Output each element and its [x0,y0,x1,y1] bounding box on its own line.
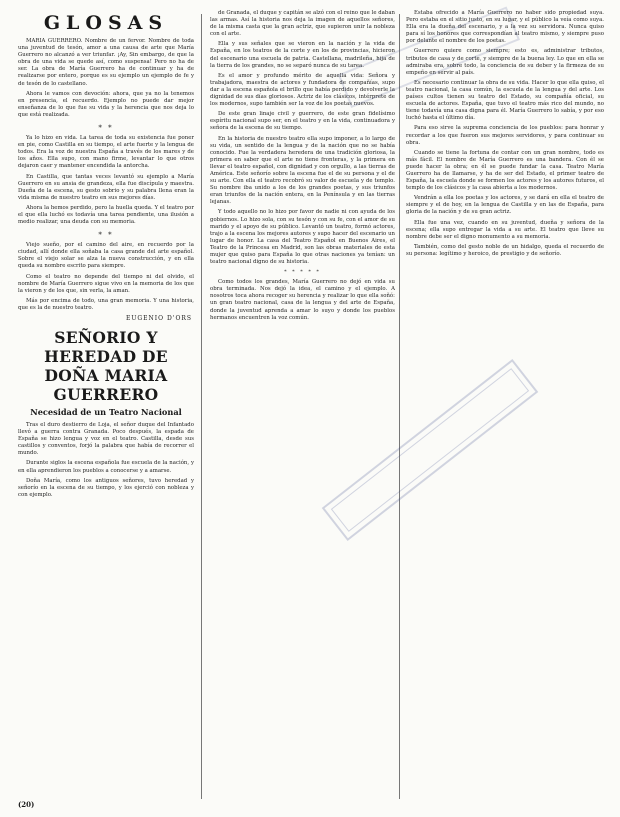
paragraph: Durante siglos la escena española fue escuela de la nación, y en ella aprendieron los pueblos a conocerse y a amarse. [18,460,194,474]
paragraph: Ahora le vamos con devoción: ahora, que ya no la tenemos en presencia, el recuerdo. Ejemplo no puede dar mejor enseñanza de lo que fue su vida y la herencia que nos deja lo que está realizada. [18,90,194,118]
paragraph: Más por encima de todo, una gran memoria. Y una historia, que es la de nuestro teatro. [18,297,194,311]
paragraph: Ella y sus señales que se vieron en la nación y la vida de España, en los teatros de la corte y en los de provincias, hicieron del escenario una escuela de patria. Castellana, madrileña, hija de la tierra de los grandes, no se separó nunca de su tarea. [210,41,395,69]
paragraph: Ya lo hizo en vida. La tarea de toda su existencia fue poner en pie, como Castilla en su tiempo, el arte fuerte y la lengua de todos. Era la voz de nuestra España a través de los mares y de los años. Ella supo, con mano firme, levantar lo que otros dejaron caer y mantener encendida la antorcha. [18,135,194,170]
paragraph: En Castilla, que tantas veces levantó su ejemplo a María Guerrero en su ansia de grandeza, ella fue discípula y maestra. Dueña de la escena, su gesto sobrio y su palabra llena eran la vida misma de nuestro teatro en sus mejores días. [18,173,194,201]
paragraph: Como todos los grandes, María Guerrero no dejó en vida su obra terminada. Nos dejó la idea, el camino y el ejemplo. A nosotros toca ahora recoger su herencia y realizar lo que ella soñó: un gran teatro nacional, casa de la lengua y del arte de España, donde la juventud aprenda a amar lo suyo y donde los pueblos hermanos encuentren la voz común. [210,279,395,321]
article-headline: SEÑORIO Y HEREDAD DE DOÑA MARIA GUERRERO [44,328,168,404]
paragraph: También, como del gesto noble de un hidalgo, queda el recuerdo de su persona: legítimo y heroico, de prestigio y de señorío. [406,243,604,257]
paragraph: Es el amor y profundo mérito de aquella vida: Señora y trabajadora, maestra de actores y fundadora de compañías, supo dar a la escena española el brillo que había perdido y devolverle la dignidad de sus días gloriosos. Actriz de los clásicos, intérprete de los modernos, supo también ser la voz de los poetas nuevos. [210,72,395,108]
paragraph: Tras el duro destierro de Loja, el señor duque del Infantado llevó a guerra contra Granada. Poco después, la espada de España se hizo lengua y voz en el teatro. Castilla, desde sus castillos y conventos, forjó la palabra que había de recorrer el mundo. [18,422,194,457]
paragraph: MARIA GUERRERO. Nombre de un fervor. Nombre de toda una juventud de tesón, amor a una causa de arte que María Guerrero no alcanzó a ver triunfar. ¡Ay, Sin embargo, de que la obra de una vida se quede así, como suspensa! Pero no ha de ser. La obra de María Guerrero ha de continuar y ha de realizarse por entero, porque es su ejemplo un ejemplo de fe y de tesón de lo castellano. [18,38,194,87]
paragraph: Es necesario continuar la obra de su vida. Hacer lo que ella quiso, el teatro nacional, la casa común, la escuela de la lengua y del arte. Los países cultos tienen su teatro del Estado, su compañía oficial, su escuela de actores. España, que tuvo el teatro más rico del mundo, no tiene todavía una casa digna para él. María Guerrero lo sabía, y por eso luchó hasta el último día. [406,79,604,122]
stars-separator: * * [98,124,114,133]
paragraph: Estaba ofrecido a María Guerrero no haber sido propiedad suya. Pero estaba en el sitio justo, en su lugar, y el público la veía como suya. Ella era la dueña del escenario, y a la vez su servidora. Nunca quiso para sí los honores que correspondían al teatro mismo, y siempre puso por delante el nombre de los poetas. [406,10,604,45]
page-number: (20) [18,800,35,809]
paragraph: Como el teatro no depende del tiempo ni del olvido, el nombre de María Guerrero sigue vivo en la memoria de los que la vieron y de los que, sin verla, la aman. [18,273,194,294]
paragraph: de Granada, el duque y capitán se alzó con el reino que le daban las armas. Así la historia nos deja la imagen de aquellos señores, de la misma casta que la gran actriz, que supieron unir la nobleza con el arte. [210,10,395,38]
article-subhead: Necesidad de un Teatro Nacional [30,407,182,417]
paragraph: Guerrero quiere como siempre; esto es, administrar tributos, tributos de casa y de corte, y siempre de la buena ley. Lo que en ella se admiraba era, sobre todo, la conciencia de su deber y la firmeza de su empeño en servir al país. [406,48,604,76]
section-separator: * * * * * [284,269,321,276]
column-2 [210,10,395,325]
column-3 [406,10,604,261]
author-signature: EUGENIO D'ORS [125,315,192,322]
section-title: GLOSAS [43,12,169,34]
paragraph: Viejo sueño, por el camino del aire, en recuerdo por la ciudad, allí donde ella soñaba la casa grande del arte español. Sobre el viejo solar se alza la nueva construcción, y en ella queda su nombre escrito para siempre. [18,242,194,270]
paragraph: Para eso sirve la suprema conciencia de los pueblos: para honrar y recordar a los que fueron sus mejores servidores, y para continuar su obra. [406,125,604,146]
paragraph: Vendrán a ella los poetas y los actores, y se dará en ella el teatro de siempre y el de hoy, en la lengua de Castilla y en las de España, para gloria de la nación y de su gran actriz. [406,195,604,216]
paragraph: De este gran linaje civil y guerrero, de este gran fidelísimo espíritu nacional supo ser, en el teatro y en la vida, continuadora y señora de la escena de su tiempo. [210,111,395,132]
paragraph: Y todo aquello no lo hizo por favor de nadie ni con ayuda de los gobiernos. Lo hizo sola, con su tesón y con su fe, con el amor de su marido y el apoyo de su público. Levantó un teatro, formó actores, trajo a la escena los mejores autores y supo hacer del escenario un lugar de honor. La casa del Teatro Español en Buenos Aires, el Teatro de la Princesa en Madrid, son las obras materiales de esta mujer que quiso para España lo que otras naciones ya tenían: un teatro nacional digno de su historia. [210,209,395,266]
column-divider [399,14,400,799]
paragraph: En la historia de nuestro teatro ella supo imponer, a lo largo de su vida, un sentido de la lengua y de la nación que no se había conocido. Fue la verdadera heredera de una tradición gloriosa, la primera en saber que el arte no tiene fronteras, y la primera en llevar el teatro español, con dignidad y con orgullo, a las tierras de América. Este señorío sobre la escena fue el de su persona y el de su arte. Con ella el teatro recobró su valor de escuela y de templo. Su nombre iba unido a los de los grandes poetas, y sus triunfos eran triunfos de la nación entera, en la Península y en las tierras lejanas. [210,135,395,206]
stars-separator: * * [98,231,114,240]
paragraph: Doña María, como los antiguos señores, tuvo heredad y señorío en la escena de su tiempo, y los ejerció con nobleza y con ejemplo. [18,477,194,498]
paragraph: Ella fue una vez, cuando en su juventud, dueña y señora de la escena; ella supo entregar la vida a su arte. El teatro que lleve su nombre debe ser el digno monumento a su memoria. [406,219,604,240]
paragraph: Ahora la hemos perdido, pero la huella queda. Y el teatro por el que ella luchó es todavía una tarea pendiente, una ilusión a medio realizar, una deuda con su memoria. [18,204,194,226]
column-1 [18,10,194,502]
paragraph: Cuando se tiene la fortuna de contar con un gran nombre, todo es más fácil. El nombre de María Guerrero es una bandera. Con él se puede hacer la obra; en él se puede fundar la casa. Teatro María Guerrero ha de llamarse, y ha de ser del Estado, el primer teatro de España, la escuela donde se formen los actores y los autores futuros, el templo de los clásicos y la casa abierta a los modernos. [406,149,604,192]
column-divider [201,14,202,799]
